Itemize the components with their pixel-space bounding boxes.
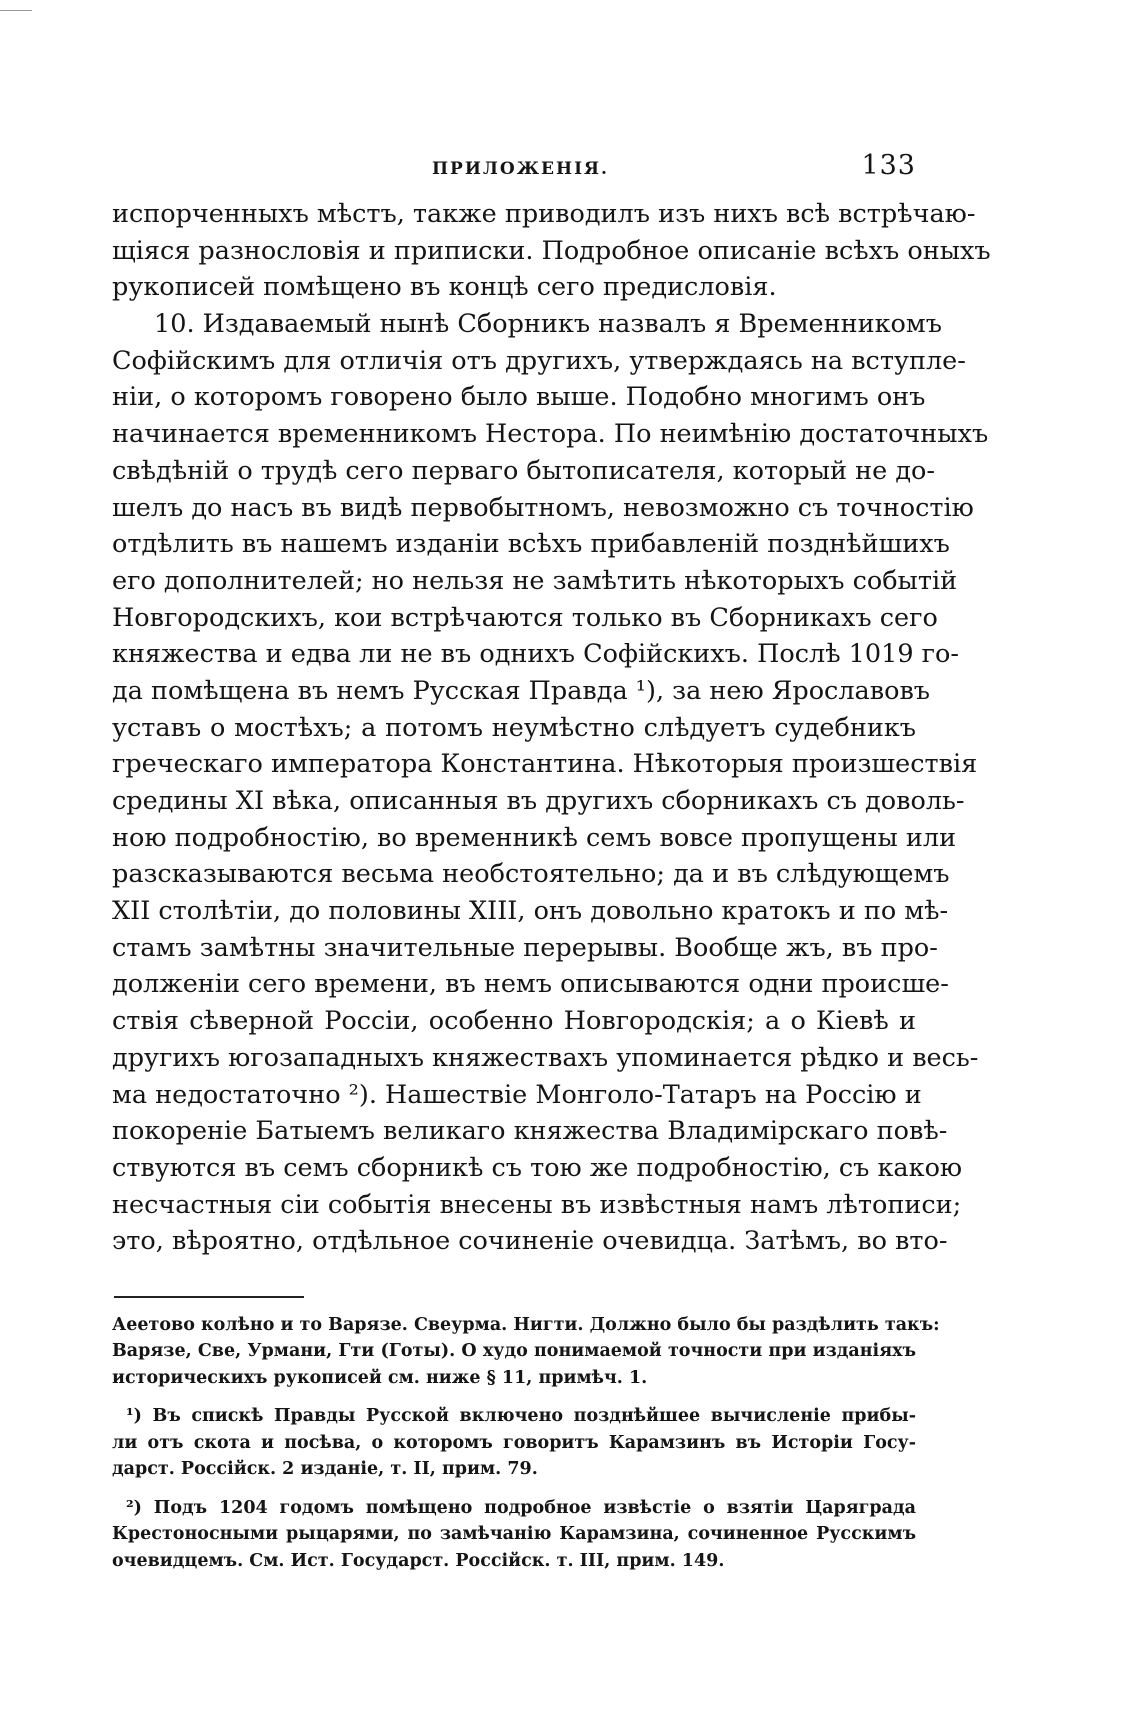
footnote-2-line: ²) Подъ 1204 годомъ помѣщено подробное извѣстіе о взятіи Царяграда [126, 1497, 916, 1518]
text-line: да помѣщена въ немъ Русская Правда ¹), за нею Ярославовъ [112, 675, 931, 706]
footnote-1-line: ли отъ скота и посѣва, о которомъ говоритъ Карамзинъ въ Исторіи Госу- [112, 1432, 916, 1453]
main-text [112, 196, 991, 1260]
footnote-1-line: дарст. Россійск. 2 изданіе, т. II, прим. 79. [112, 1459, 538, 1480]
text-line: ною подробностію, во временникѣ семъ вовсе пропущены или [112, 822, 957, 853]
footnote-line: историческихъ рукописей см. ниже § 11, примѣч. 1. [112, 1367, 648, 1388]
text-line: ніи, о которомъ говорено было выше. Подобно многимъ онъ [112, 382, 926, 413]
text-line: Новгородскихъ, кои встрѣчаются только въ Сборникахъ сего [112, 602, 938, 633]
text-line: ствуются въ семъ сборникѣ съ тою же подробностію, съ какою [112, 1152, 963, 1183]
text-line: средины XI вѣка, описанныя въ другихъ сборникахъ съ доволь- [112, 786, 965, 816]
text-line: стамъ замѣтны значительные перерывы. Вообще жъ, въ про- [112, 932, 938, 963]
footnote-separator [114, 1296, 304, 1298]
book-page [112, 150, 991, 1574]
text-line: греческаго императора Константина. Нѣкоторыя произшествія [112, 749, 978, 780]
scan-edge-mark [0, 10, 32, 11]
text-line: разсказываются весьма необстоятельно; да и въ слѣдующемъ [112, 859, 950, 890]
text-line: его дополнителей; но нельзя не замѣтить нѣкоторыхъ событій [112, 565, 958, 596]
running-header [112, 150, 916, 196]
text-line: несчастныя сіи событія внесены въ извѣстныя намъ лѣтописи; [112, 1189, 962, 1220]
text-line: ствія сѣверной Россіи, особенно Новгородскія; а о Кіевѣ и [112, 1006, 916, 1037]
text-line: уставъ о мостѣхъ; а потомъ неумѣстно слѣдуетъ судебникъ [112, 712, 916, 743]
text-line: испорченныхъ мѣстъ, также приводилъ изъ нихъ всѣ встрѣчаю- [112, 199, 976, 229]
footnote-line: Варязе, Све, Урмани, Гти (Готы). О худо понимаемой точности при изданіяхъ [112, 1341, 916, 1362]
text-line: другихъ югозападныхъ княжествахъ упоминается рѣдко и весь- [112, 1042, 979, 1073]
paragraph-start-line: 10. Издаваемый нынѣ Сборникъ назвалъ я Временникомъ [154, 309, 942, 340]
text-line: отдѣлить въ нашемъ изданіи всѣхъ прибавленій позднѣйшихъ [112, 529, 950, 560]
text-line: щіяся разнословія и приписки. Подробное описаніе всѣхъ оныхъ [112, 235, 991, 266]
footnote-1-line: ¹) Въ спискѣ Правды Русской включено позднѣйшее вычисленіе прибы- [126, 1406, 916, 1427]
text-line: Софійскимъ для отличія отъ другихъ, утверждаясь на вступле- [112, 345, 966, 376]
text-line: шелъ до насъ въ видѣ первобытномъ, невозможно съ точностію [112, 492, 974, 523]
text-line: покореніе Батыемъ великаго княжества Владимірскаго повѣ- [112, 1116, 948, 1147]
page-number: 133 [861, 150, 916, 181]
text-line: княжества и едва ли не въ однихъ Софійскихъ. Послѣ 1019 го- [112, 639, 960, 670]
text-line: начинается временникомъ Нестора. По неимѣнію достаточныхъ [112, 419, 989, 450]
text-line: ма недостаточно ²). Нашествіе Монголо-Татаръ на Россію и [112, 1079, 922, 1110]
text-line: долженіи сего времени, въ немъ описываются одни происше- [112, 969, 949, 1000]
text-line: XII столѣтіи, до половины XIII, онъ довольно кратокъ и по мѣ- [112, 896, 949, 927]
text-line: рукописей помѣщено въ концѣ сего предисловія. [112, 272, 777, 303]
running-title: ПРИЛОЖЕНІЯ. [432, 159, 609, 179]
text-line: это, вѣроятно, отдѣльное сочиненіе очевидца. Затѣмъ, во вто- [112, 1226, 948, 1257]
text-line: свѣдѣній о трудѣ сего перваго бытописателя, который не до- [112, 455, 936, 486]
footnote-2-line: Крестоносными рыцарями, по замѣчанію Карамзина, сочиненное Русскимъ [112, 1524, 916, 1545]
footnotes [112, 1312, 940, 1575]
footnote-2-line: очевидцемъ. См. Ист. Государст. Россійск. т. III, прим. 149. [112, 1550, 725, 1571]
footnote-line: Аеетово колѣно и то Варязе. Свеурма. Нигти. Должно было бы раздѣлить такъ: [112, 1314, 940, 1335]
